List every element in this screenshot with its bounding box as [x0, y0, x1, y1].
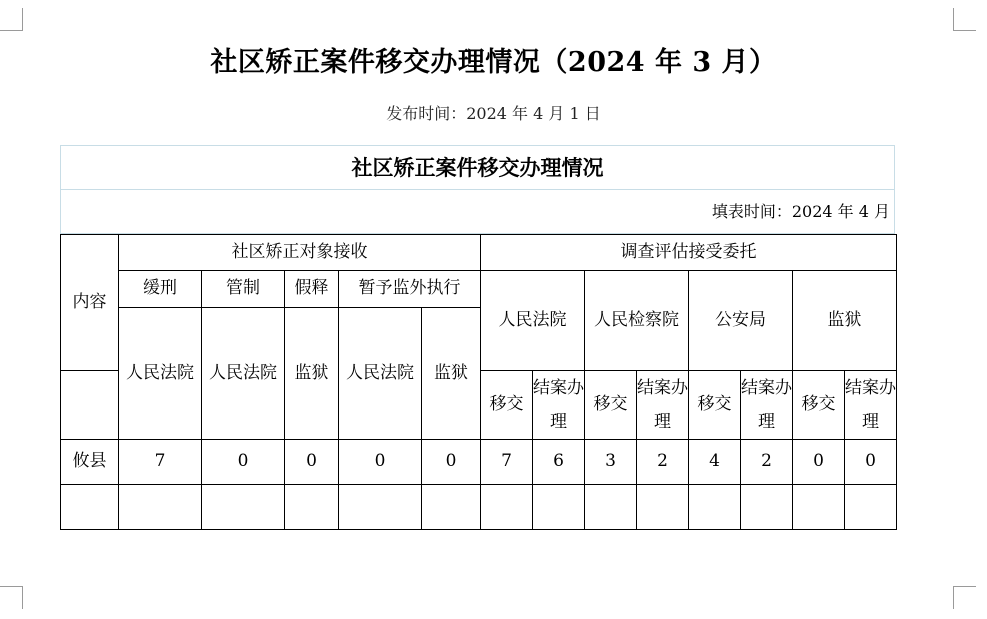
table-cell: [339, 485, 422, 530]
header-row-1: [61, 235, 897, 271]
table-cell: [793, 485, 845, 530]
table-cell: 0: [202, 440, 285, 485]
table-cell: [285, 485, 339, 530]
fill-time: 填表时间：2024 年 4 月: [711, 202, 890, 221]
table-cell: 4: [689, 440, 741, 485]
source-court-probation: 人民法院: [119, 308, 202, 440]
table-cell: [845, 485, 897, 530]
table-cell: [689, 485, 741, 530]
row-label: 攸县: [61, 440, 119, 485]
table-row: [61, 485, 897, 530]
header-row-2: [61, 271, 897, 308]
table-cell: 3: [585, 440, 637, 485]
survey-org-prison: 监狱: [793, 271, 897, 371]
row-header-cell: 内容: [61, 235, 119, 371]
survey-procuratorate-closed: 结案办理: [637, 371, 689, 440]
table-cell: [637, 485, 689, 530]
survey-police-closed: 结案办理: [741, 371, 793, 440]
table-cell: 7: [481, 440, 533, 485]
crop-mark-top-right: [953, 8, 976, 31]
row-label: [61, 485, 119, 530]
source-court-temporary: 人民法院: [339, 308, 422, 440]
survey-org-procuratorate: 人民检察院: [585, 271, 689, 371]
survey-court-closed: 结案办理: [533, 371, 585, 440]
document-title: 社区矫正案件移交办理情况（2024 年 3 月）: [210, 47, 777, 78]
table-cell: 0: [422, 440, 481, 485]
source-court-control: 人民法院: [202, 308, 285, 440]
table-cell: [741, 485, 793, 530]
survey-court-transfer: 移交: [481, 371, 533, 440]
publish-time: 发布时间：2024 年 4 月 1 日: [386, 104, 601, 123]
group-survey-header: 调查评估接受委托: [481, 235, 897, 271]
table-cell: 7: [119, 440, 202, 485]
table-cell: [481, 485, 533, 530]
survey-prison-transfer: 移交: [793, 371, 845, 440]
table-cell: [585, 485, 637, 530]
survey-procuratorate-transfer: 移交: [585, 371, 637, 440]
col-type-probation: 缓刑: [119, 271, 202, 308]
table-cell: 0: [793, 440, 845, 485]
table-cell: 0: [339, 440, 422, 485]
table-cell: [533, 485, 585, 530]
table-cell: 0: [845, 440, 897, 485]
col-type-parole: 假释: [285, 271, 339, 308]
table-row: [61, 440, 897, 485]
table-cell: 6: [533, 440, 585, 485]
table-cell: 0: [285, 440, 339, 485]
crop-mark-top-left: [0, 8, 23, 31]
table-cell: [422, 485, 481, 530]
crop-mark-bottom-right: [953, 586, 976, 609]
source-prison-parole: 监狱: [285, 308, 339, 440]
table-cell: 2: [637, 440, 689, 485]
group-receive-header: 社区矫正对象接收: [119, 235, 481, 271]
table-caption-box: [60, 145, 895, 234]
survey-police-transfer: 移交: [689, 371, 741, 440]
survey-prison-closed: 结案办理: [845, 371, 897, 440]
row-header-spacer: [61, 371, 119, 440]
table-cell: [119, 485, 202, 530]
data-table: [60, 234, 897, 530]
table-cell: [202, 485, 285, 530]
survey-org-court: 人民法院: [481, 271, 585, 371]
crop-mark-bottom-left: [0, 586, 23, 609]
col-type-temporary-release: 暂予监外执行: [339, 271, 481, 308]
table-cell: 2: [741, 440, 793, 485]
table-title: 社区矫正案件移交办理情况: [351, 155, 604, 180]
source-prison-temporary: 监狱: [422, 308, 481, 440]
col-type-control: 管制: [202, 271, 285, 308]
survey-org-police: 公安局: [689, 271, 793, 371]
